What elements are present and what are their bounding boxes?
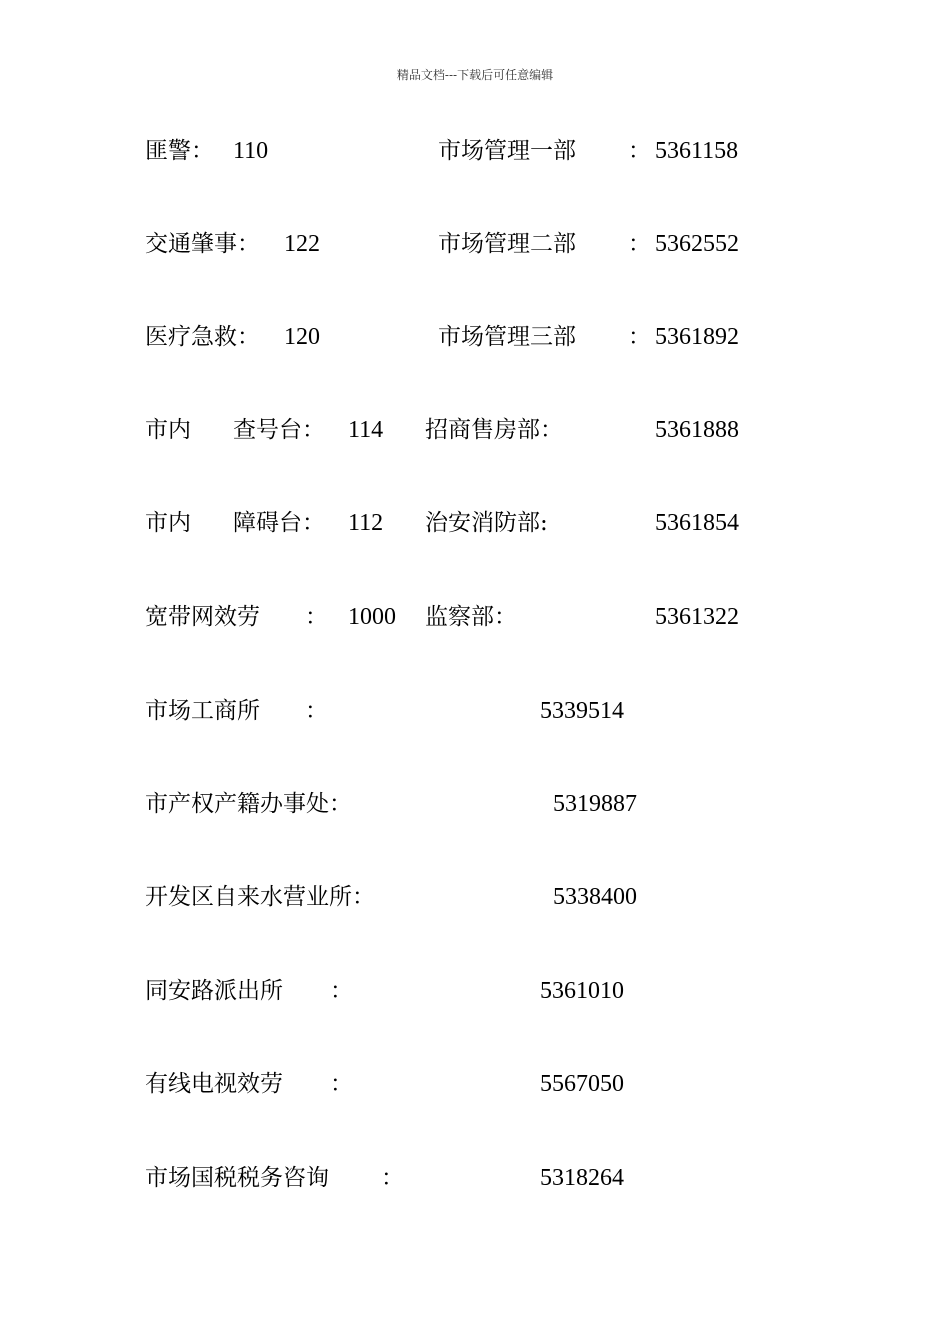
contact-number: 5361158: [655, 138, 739, 164]
contact-row: [0, 320, 950, 354]
colon: ：: [305, 698, 328, 724]
contact-label: 招商售房部：: [425, 417, 563, 443]
contact-number: 122: [284, 231, 320, 257]
contact-label: 市场工商所: [145, 698, 260, 724]
contact-label: 宽带网效劳: [145, 604, 260, 630]
contact-number: 5338400: [553, 884, 637, 910]
contact-number: 110: [233, 138, 269, 164]
contact-row: [0, 134, 950, 168]
contact-row: [0, 506, 950, 540]
contact-number: 120: [284, 324, 320, 350]
contact-number: 5361854: [655, 510, 739, 536]
contact-row: [0, 787, 950, 821]
contact-number: 5361888: [655, 417, 739, 443]
contact-row: [0, 880, 950, 914]
contact-number: 114: [348, 417, 384, 443]
contact-row: [0, 227, 950, 261]
contact-row: [0, 974, 950, 1008]
contact-label: 障碍台：: [233, 510, 325, 536]
contact-number: 5361322: [655, 604, 739, 630]
contact-number: 5567050: [540, 1071, 624, 1097]
colon: ：: [628, 231, 651, 257]
contact-label: 医疗急救：: [145, 324, 260, 350]
contact-label: 开发区自来水营业所：: [145, 884, 375, 910]
contact-label: 市场管理一部: [438, 138, 576, 164]
contact-number: 5362552: [655, 231, 739, 257]
contact-label: 监察部：: [425, 604, 517, 630]
contact-number: 5361892: [655, 324, 739, 350]
contact-label: 匪警：: [145, 138, 214, 164]
contact-number: 5361010: [540, 978, 624, 1004]
colon: ：: [628, 324, 651, 350]
contact-row: [0, 600, 950, 634]
contact-label: 市内: [145, 510, 191, 536]
colon: ：: [628, 138, 651, 164]
contact-label: 有线电视效劳: [145, 1071, 283, 1097]
page-header: 精品文档---下载后可任意编辑: [396, 68, 554, 82]
contact-label: 交通肇事：: [145, 231, 260, 257]
contact-row: [0, 413, 950, 447]
contact-label: 市场管理二部: [438, 231, 576, 257]
contact-label: 市场管理三部: [438, 324, 576, 350]
contact-number: 5339514: [540, 698, 624, 724]
contact-label: 治安消防部:: [425, 510, 548, 536]
contact-row: [0, 694, 950, 728]
contact-number: 5318264: [540, 1165, 624, 1191]
contact-label: 市产权产籍办事处：: [145, 791, 352, 817]
contact-label: 市场国税税务咨询: [145, 1165, 329, 1191]
contact-number: 5319887: [553, 791, 637, 817]
contact-number: 1000: [348, 604, 396, 630]
colon: ：: [305, 604, 328, 630]
contact-label: 同安路派出所: [145, 978, 283, 1004]
colon: ：: [330, 978, 353, 1004]
contact-number: 112: [348, 510, 384, 536]
colon: ：: [381, 1165, 404, 1191]
contact-row: [0, 1161, 950, 1195]
contact-label: 市内: [145, 417, 191, 443]
contact-row: [0, 1067, 950, 1101]
colon: ：: [330, 1071, 353, 1097]
contact-label: 查号台：: [233, 417, 325, 443]
